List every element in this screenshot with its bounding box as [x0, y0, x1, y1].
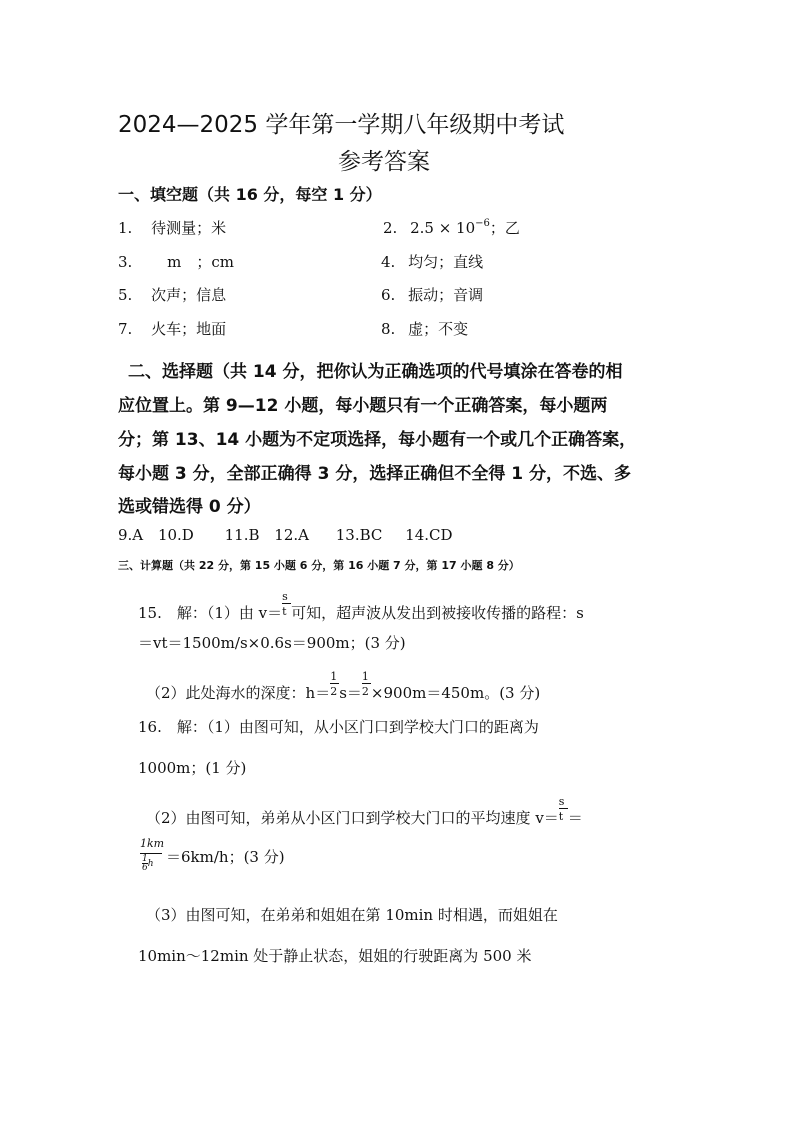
section2-heading-line-5: 选或错选得 0 分） — [118, 497, 261, 517]
choice-answer: 12.A — [274, 526, 309, 544]
answer-text: 2.5 × 10 — [410, 219, 476, 237]
answer-number: 5. — [118, 286, 133, 304]
q16-text: （2）由图可知，弟弟从小区门口到学校大门口的平均速度 v＝ — [146, 809, 559, 827]
q15-text-tail: 可知，超声波从发出到被接收传播的路程：s — [291, 604, 584, 622]
answer-2 — [383, 217, 520, 238]
answer-text: 次声；信息 — [151, 286, 227, 304]
q16-text-tail: ＝ — [567, 809, 583, 827]
fraction-s-over-t — [558, 795, 568, 823]
answer-text: 火车；地面 — [151, 320, 227, 338]
q15-line-3 — [146, 670, 541, 703]
q15-text-tail: ×900m＝450m。(3 分) — [370, 684, 541, 702]
q16-line-5: （3）由图可知，在弟弟和姐姐在第 10min 时相遇，而姐姐在 — [146, 906, 558, 924]
fraction-denominator: 2 — [361, 685, 369, 698]
inner-fraction-numerator: 1 — [142, 854, 148, 864]
answer-text-tail: ；乙 — [489, 219, 520, 237]
section1-heading: 一、填空题（共 16 分，每空 1 分） — [118, 185, 382, 204]
fraction-denominator: 2 — [330, 685, 338, 698]
q15-text: （2）此处海水的深度：h＝ — [146, 684, 331, 702]
answer-number: 1. — [118, 219, 133, 237]
fraction-bar — [282, 603, 291, 604]
q16-line-6: 10min～12min 处于静止状态，姐姐的行驶距离为 500 米 — [138, 947, 532, 965]
answer-number: 2. — [383, 219, 398, 237]
section2-heading-line-2: 应位置上。第 9—12 小题，每小题只有一个正确答案，每小题两 — [118, 396, 608, 416]
answer-7 — [118, 318, 226, 339]
q16-line-3 — [146, 795, 583, 828]
section3-heading: 三、计算题（共 22 分，第 15 小题 6 分，第 16 小题 7 分，第 17 小题 8 分） — [118, 559, 520, 572]
fraction-denominator: t — [558, 810, 564, 823]
page-title: 2024—2025 学年第一学期八年级期中考试 — [118, 112, 565, 138]
q15-text: 15. 解：（1）由 v＝ — [138, 604, 283, 622]
fraction-denominator — [142, 855, 154, 872]
choice-answer: 11.B — [224, 526, 260, 544]
q16-line-2: 1000m；(1 分) — [138, 759, 247, 777]
answer-1 — [118, 217, 226, 238]
fraction-bar — [559, 808, 568, 809]
fraction-numerator: 1 — [361, 670, 369, 683]
fraction-one-half — [361, 670, 371, 698]
answer-8 — [381, 318, 468, 339]
answer-text: 振动；音调 — [408, 286, 484, 304]
inner-fraction-denominator: 6 — [142, 863, 148, 873]
answer-text: 待测量；米 — [151, 219, 227, 237]
fraction-numerator: s — [558, 795, 565, 808]
answer-4 — [381, 251, 483, 272]
q16-line-1: 16. 解：（1）由图可知，从小区门口到学校大门口的距离为 — [138, 718, 539, 736]
page-subtitle: 参考答案 — [338, 149, 430, 175]
q16-line-4: ＝6km/h；(3 分) — [166, 848, 285, 866]
choice-answer: 9.A — [118, 526, 144, 544]
answer-6 — [381, 284, 483, 305]
fraction-unit: h — [147, 859, 154, 869]
section2-heading-line-1: 二、选择题（共 14 分，把你认为正确选项的代号填涂在答卷的相 — [128, 362, 623, 382]
answer-text: 虚；不变 — [408, 320, 469, 338]
choice-answer: 10.D — [157, 526, 194, 544]
fraction-km-over-hours — [140, 837, 166, 875]
fraction-bar — [330, 683, 339, 684]
q15-line-2: ＝vt＝1500m/s×0.6s＝900m；(3 分) — [138, 634, 406, 652]
choice-answer: 13.BC — [335, 526, 383, 544]
answer-text: m ；cm — [167, 253, 234, 271]
fraction-one-half — [330, 670, 339, 698]
choice-answers — [118, 526, 453, 544]
section2-heading-line-3: 分；第 13、14 小题为不定项选择，每小题有一个或几个正确答案， — [118, 430, 637, 450]
answer-exponent: −6 — [475, 218, 490, 229]
answer-number: 3. — [118, 253, 133, 271]
answer-5 — [118, 284, 226, 305]
choice-answer: 14.CD — [405, 526, 453, 544]
section2-heading-line-4: 每小题 3 分，全部正确得 3 分，选择正确但不全得 1 分，不选、多 — [118, 464, 631, 484]
fraction-numerator: 1 — [330, 670, 338, 683]
fraction-numerator: 1km — [140, 837, 165, 850]
fraction-s-over-t — [282, 590, 291, 618]
answer-3 — [118, 251, 234, 272]
answer-number: 7. — [118, 320, 133, 338]
answer-number: 8. — [381, 320, 396, 338]
answer-number: 4. — [381, 253, 396, 271]
answer-number: 6. — [381, 286, 396, 304]
fraction-numerator: s — [282, 590, 288, 603]
fraction-bar — [362, 683, 371, 684]
answer-text: 均匀；直线 — [408, 253, 484, 271]
fraction-denominator: t — [282, 605, 287, 618]
q15-text-mid: s＝ — [339, 684, 362, 702]
q15-line-1 — [138, 590, 584, 623]
